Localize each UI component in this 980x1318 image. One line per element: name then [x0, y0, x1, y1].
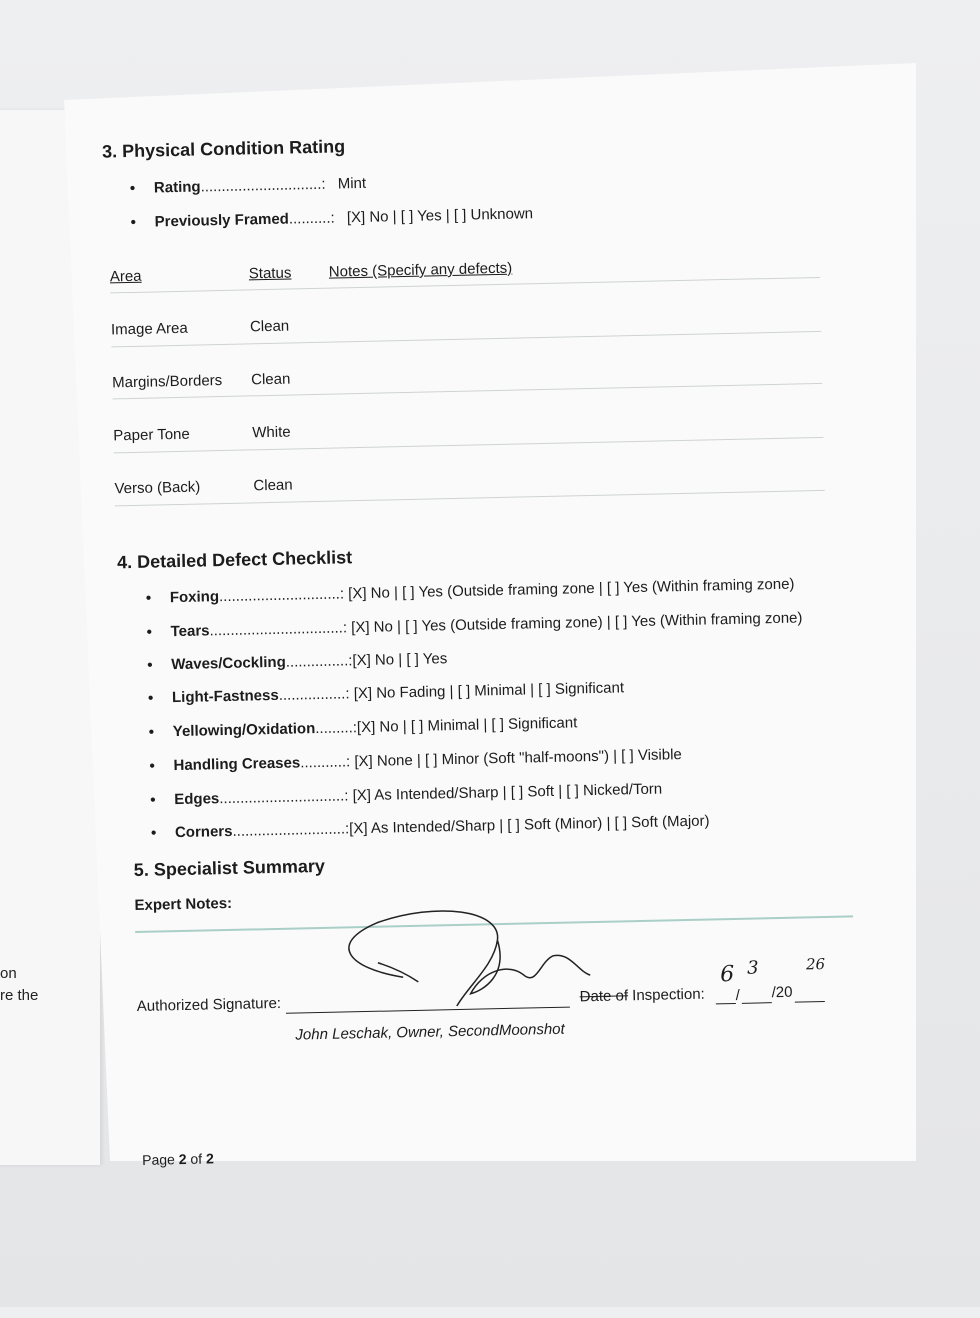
- date-year-line: [795, 1001, 825, 1003]
- adjacent-text-fragment: re the: [0, 987, 39, 1004]
- section-heading: 4. Detailed Defect Checklist: [116, 547, 353, 573]
- struck-text: Date of: [579, 987, 629, 1006]
- field-label: Corners: [174, 822, 233, 842]
- column-header-notes: Notes (Specify any defects): [328, 259, 513, 281]
- leader-dots: ...........:: [300, 753, 351, 772]
- table-cell-status: Clean: [253, 476, 293, 495]
- field-value: [X] No | [ ] Yes: [352, 650, 448, 670]
- table-cell-area: Image Area: [110, 319, 188, 339]
- checklist-item: [174, 781, 662, 809]
- field-label: Rating: [153, 178, 201, 197]
- field-value: [X] As Intended/Sharp | [ ] Soft (Minor) | [ ] Soft (Major): [349, 812, 710, 838]
- date-day-line: [742, 1002, 772, 1004]
- field-label: Previously Framed: [154, 210, 290, 231]
- leader-dots: ..............................:: [219, 787, 349, 808]
- table-cell-area: Paper Tone: [113, 425, 190, 445]
- column-header-area: Area: [109, 267, 142, 286]
- leader-dots: ..........:: [288, 209, 335, 228]
- table-cell-status: Clean: [249, 317, 290, 336]
- field-label: Waves/Cockling: [171, 653, 286, 674]
- table-cell-status: White: [252, 423, 291, 442]
- signature-label: Authorized Signature:: [136, 994, 282, 1016]
- handwritten-month: 6: [719, 961, 735, 988]
- leader-dots: ................:: [278, 685, 350, 704]
- field-value: [X] As Intended/Sharp | [ ] Soft | [ ] Nicked/Torn: [348, 780, 663, 805]
- leader-dots: .............................:: [200, 175, 326, 196]
- table-rule: [111, 331, 821, 347]
- table-cell-area: Verso (Back): [114, 478, 201, 498]
- section-heading: 5. Specialist Summary: [133, 855, 326, 881]
- field-value: [X] None | [ ] Minor (Soft "half-moons") | [ ] Visible: [350, 746, 682, 771]
- handwritten-day: 3: [746, 957, 759, 979]
- handwritten-signature: [307, 903, 609, 1020]
- checklist-item: [170, 576, 795, 607]
- field-value: [X] No | [ ] Yes (Outside framing zone) | [ ] Yes (Within framing zone): [346, 609, 803, 637]
- leader-dots: ...............:: [285, 652, 353, 671]
- field-value: [X] No | [ ] Minimal | [ ] Significant: [356, 714, 578, 737]
- table-cell-status: Clean: [250, 370, 291, 389]
- date-month-line: [716, 1003, 736, 1004]
- field-label: Handling Creases: [173, 754, 301, 775]
- adjacent-text-fragment: on: [0, 965, 17, 982]
- date-year-prefix: /20: [771, 983, 793, 1002]
- checklist-item: [170, 609, 802, 640]
- column-header-status: Status: [248, 264, 292, 283]
- field-label: Edges: [174, 790, 220, 809]
- checklist-item: [172, 679, 624, 706]
- field-value: [X] No Fading | [ ] Minimal | [ ] Significant: [349, 679, 625, 703]
- table-rule: [110, 277, 820, 293]
- table-rule: [115, 490, 825, 506]
- field-label: Yellowing/Oxidation: [172, 720, 316, 741]
- rating-line: [154, 175, 367, 197]
- date-label: Date of Inspection:: [579, 985, 705, 1006]
- field-value: [X] No | [ ] Yes | [ ] Unknown: [346, 205, 534, 227]
- handwritten-year: 26: [805, 954, 826, 974]
- leader-dots: ................................:: [209, 619, 348, 640]
- section-heading: 3. Physical Condition Rating: [101, 136, 346, 162]
- field-label: Tears: [170, 622, 210, 641]
- leader-dots: .........:: [315, 719, 358, 738]
- previously-framed-line: [154, 205, 533, 230]
- checklist-item: [175, 812, 710, 841]
- leader-dots: ...........................:: [232, 820, 350, 840]
- field-label: Foxing: [169, 588, 220, 607]
- expert-notes-label: Expert Notes:: [134, 894, 233, 915]
- field-label: Light-Fastness: [171, 686, 279, 707]
- leader-dots: .............................:: [218, 585, 345, 606]
- field-value: [X] No | [ ] Yes (Outside framing zone | [ ] Yes (Within framing zone): [343, 575, 795, 603]
- signer-name: John Leschak, Owner, SecondMoonshot: [295, 1020, 565, 1044]
- checklist-item: [173, 746, 682, 774]
- checklist-item: [173, 714, 578, 740]
- table-rule: [114, 437, 824, 453]
- field-value: Mint: [337, 174, 367, 193]
- table-cell-area: Margins/Borders: [111, 372, 223, 392]
- checklist-item: [171, 650, 447, 673]
- page-number: Page 2 of 2: [141, 1150, 214, 1168]
- date-separator: /: [735, 986, 741, 1004]
